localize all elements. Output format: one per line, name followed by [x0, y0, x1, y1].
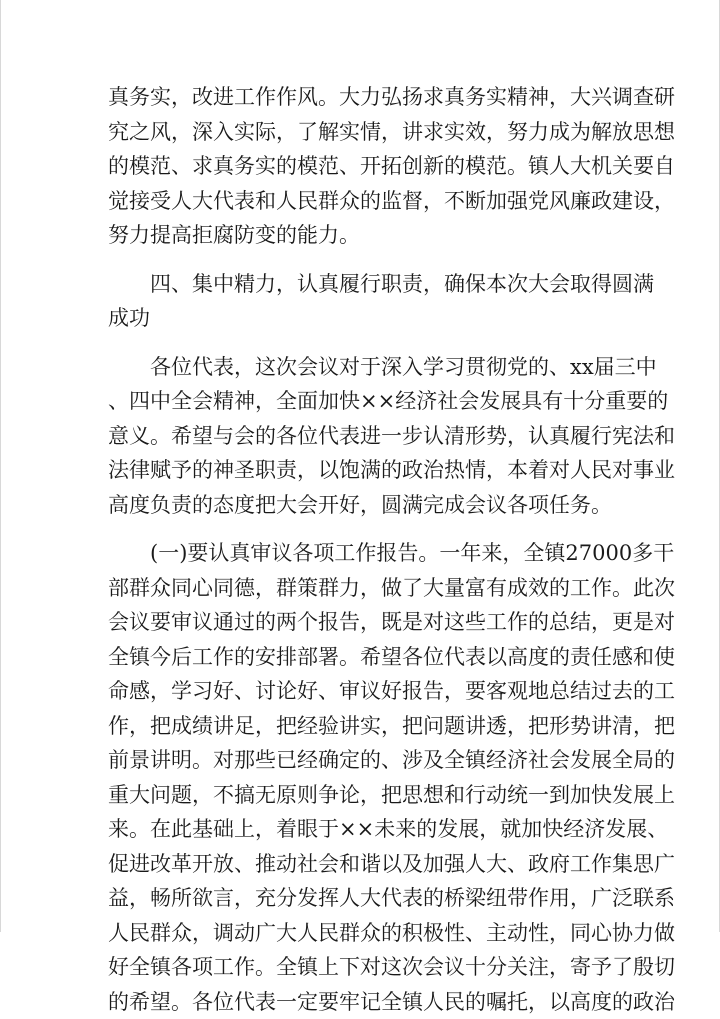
text-line: 各位代表，这次会议对于深入学习贯彻党的、xx届三中: [108, 350, 613, 385]
document-body: [108, 80, 613, 1019]
text-line: 的希望。各位代表一定要牢记全镇人民的嘱托，以高度的政治: [108, 985, 613, 1019]
text-line: 觉接受人大代表和人民群众的监督，不断加强党风廉政建设，: [108, 184, 613, 219]
text-line: 人民群众，调动广大人民群众的积极性、主动性，同心协力做: [108, 916, 613, 951]
paragraph-gap: [108, 336, 613, 350]
text-line: 全镇今后工作的安排部署。希望各位代表以高度的责任感和使: [108, 640, 613, 675]
text-line: 益，畅所欲言，充分发挥人大代表的桥梁纽带作用，广泛联系: [108, 881, 613, 916]
text-line: (一)要认真审议各项工作报告。一年来，全镇27000多干: [108, 536, 613, 571]
text-line: 重大问题，不搞无原则争论，把思想和行动统一到加快发展上: [108, 778, 613, 813]
text-line: 成功: [108, 301, 613, 336]
text-line: 真务实，改进工作作风。大力弘扬求真务实精神，大兴调查研: [108, 80, 613, 115]
text-line: 来。在此基础上，着眼于××未来的发展，就加快经济发展、: [108, 812, 613, 847]
text-line: 好全镇各项工作。全镇上下对这次会议十分关注，寄予了殷切: [108, 950, 613, 985]
text-line: 、四中全会精神，全面加快××经济社会发展具有十分重要的: [108, 384, 613, 419]
text-line: 意义。希望与会的各位代表进一步认清形势，认真履行宪法和: [108, 419, 613, 454]
paragraph-gap: [108, 522, 613, 536]
text-line: 法律赋予的神圣职责，以饱满的政治热情，本着对人民对事业: [108, 453, 613, 488]
text-line: 高度负责的态度把大会开好，圆满完成会议各项任务。: [108, 488, 613, 523]
paragraph-gap: [108, 253, 613, 267]
text-line: 作，把成绩讲足，把经验讲实，把问题讲透，把形势讲清，把: [108, 709, 613, 744]
text-line: 四、集中精力，认真履行职责，确保本次大会取得圆满: [108, 267, 613, 302]
text-line: 的模范、求真务实的模范、开拓创新的模范。镇人大机关要自: [108, 149, 613, 184]
text-line: 前景讲明。对那些已经确定的、涉及全镇经济社会发展全局的: [108, 743, 613, 778]
paragraph: [108, 350, 613, 523]
text-line: 促进改革开放、推动社会和谐以及加强人大、政府工作集思广: [108, 847, 613, 882]
text-line: 命感，学习好、讨论好、审议好报告，要客观地总结过去的工: [108, 674, 613, 709]
text-line: 究之风，深入实际，了解实情，讲求实效，努力成为解放思想: [108, 115, 613, 150]
paragraph: [108, 536, 613, 1019]
paragraph: [108, 267, 613, 336]
text-line: 会议要审议通过的两个报告，既是对这些工作的总结，更是对: [108, 605, 613, 640]
text-line: 部群众同心同德，群策群力，做了大量富有成效的工作。此次: [108, 571, 613, 606]
paragraph: [108, 80, 613, 253]
text-line: 努力提高拒腐防变的能力。: [108, 218, 613, 253]
